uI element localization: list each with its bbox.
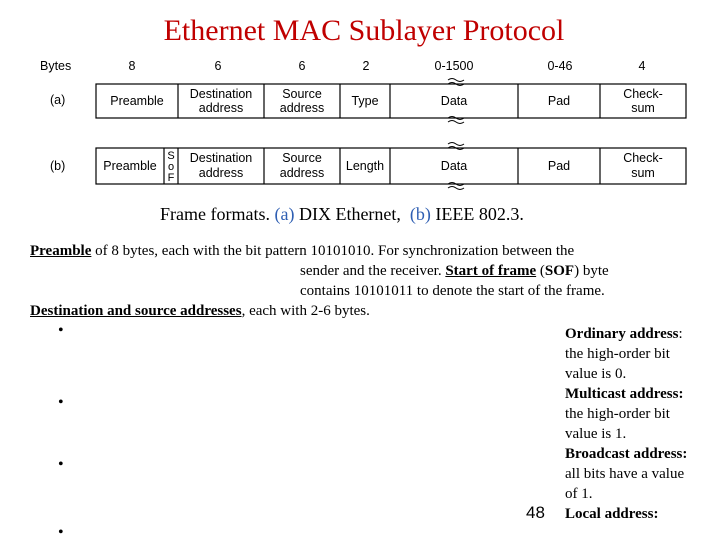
list-item-local: [565, 504, 725, 524]
list-item-multicast: [565, 384, 725, 444]
addresses-term: Destination and source addresses: [30, 303, 242, 319]
preamble-line2: sender and the receiver.: [300, 263, 442, 279]
local-term: Local address:: [565, 506, 659, 522]
row-b-source-line2: address: [279, 166, 325, 180]
row-b-length: Length: [345, 159, 385, 173]
sof-paren-rest: ) byte: [574, 263, 609, 279]
row-b-checksum-line2: sum: [631, 166, 655, 180]
row-a-data: Data: [440, 94, 468, 108]
ordinary-line1: the high-order bit: [565, 346, 670, 362]
row-b-preamble: Preamble: [103, 159, 157, 173]
size-source: 6: [298, 59, 306, 73]
size-type: 2: [362, 59, 370, 73]
ordinary-term: Ordinary address: [565, 326, 679, 342]
size-destination: 6: [214, 59, 222, 73]
addresses-paragraph: [30, 301, 370, 321]
row-b-frame: [96, 148, 686, 184]
multicast-line1: the high-order bit: [565, 406, 670, 422]
row-b-sof-o: o: [167, 161, 175, 173]
row-a-label: (a): [50, 93, 66, 107]
broadcast-line1: all bits have a value: [565, 466, 685, 482]
row-a-frame: [96, 84, 686, 118]
sof-paren-open: (: [539, 263, 545, 279]
caption-b-label: (b): [409, 204, 431, 224]
row-b-sof-s: S: [167, 150, 175, 162]
ordinary-line2: value is 0.: [565, 366, 627, 382]
row-b-source-line1: Source: [282, 151, 322, 165]
row-a-pad: Pad: [547, 94, 571, 108]
caption-a-text: DIX Ethernet,: [298, 204, 401, 224]
preamble-line1: of 8 bytes, each with the bit pattern 10101010. For synchronization between the: [95, 243, 575, 259]
list-item-ordinary: [565, 324, 725, 384]
addresses-rest: , each with 2-6 bytes.: [241, 303, 370, 319]
preamble-line3: contains 10101011 to denote the start of the frame.: [300, 283, 605, 299]
caption-prefix: Frame formats.: [160, 204, 270, 224]
multicast-line2: value is 1.: [565, 426, 627, 442]
row-a-checksum-line1: Check-: [623, 87, 663, 101]
bullet-4: •: [58, 524, 64, 541]
size-pad: 0-46: [547, 59, 573, 73]
bullet-1: •: [58, 322, 64, 339]
size-preamble: 8: [128, 59, 136, 73]
preamble-term: Preamble: [30, 243, 92, 259]
frame-format-diagram: [0, 0, 728, 200]
multicast-term: Multicast address:: [565, 386, 684, 402]
row-b-pad: Pad: [547, 159, 571, 173]
row-a-destination-line1: Destination: [189, 87, 253, 101]
broadcast-line2: of 1.: [565, 486, 593, 502]
figure-caption: [160, 204, 524, 225]
row-a-type: Type: [351, 94, 379, 108]
page-title: Ethernet MAC Sublayer Protocol: [163, 14, 565, 47]
sof-term: Start of frame: [445, 263, 537, 279]
preamble-paragraph-line1: [30, 241, 574, 261]
bullet-2: •: [58, 394, 64, 411]
row-b-destination-line1: Destination: [189, 151, 253, 165]
bytes-label: Bytes: [40, 59, 72, 73]
row-a-checksum-line2: sum: [631, 101, 655, 115]
row-b-data: Data: [440, 159, 468, 173]
row-b-destination-line2: address: [198, 166, 244, 180]
ordinary-colon: :: [678, 326, 683, 342]
sof-abbr: SOF: [544, 263, 575, 279]
size-data: 0-1500: [434, 59, 474, 73]
size-checksum: 4: [638, 59, 646, 73]
broadcast-term: Broadcast address:: [565, 446, 688, 462]
row-a-destination-line2: address: [198, 101, 244, 115]
caption-a-label: (a): [274, 204, 295, 224]
row-b-sof-f: F: [167, 172, 175, 184]
row-a-source-line2: address: [279, 101, 325, 115]
bullet-3: •: [58, 456, 64, 473]
list-item-broadcast: [565, 444, 725, 504]
page-number: 48: [526, 503, 545, 522]
row-b-checksum-line1: Check-: [623, 151, 663, 165]
preamble-paragraph-line2: [300, 261, 609, 281]
row-b-label: (b): [50, 159, 66, 173]
row-a-source-line1: Source: [282, 87, 322, 101]
caption-b-text: IEEE 802.3.: [435, 204, 524, 224]
preamble-paragraph-line3: [300, 281, 605, 301]
row-a-preamble: Preamble: [110, 94, 164, 108]
